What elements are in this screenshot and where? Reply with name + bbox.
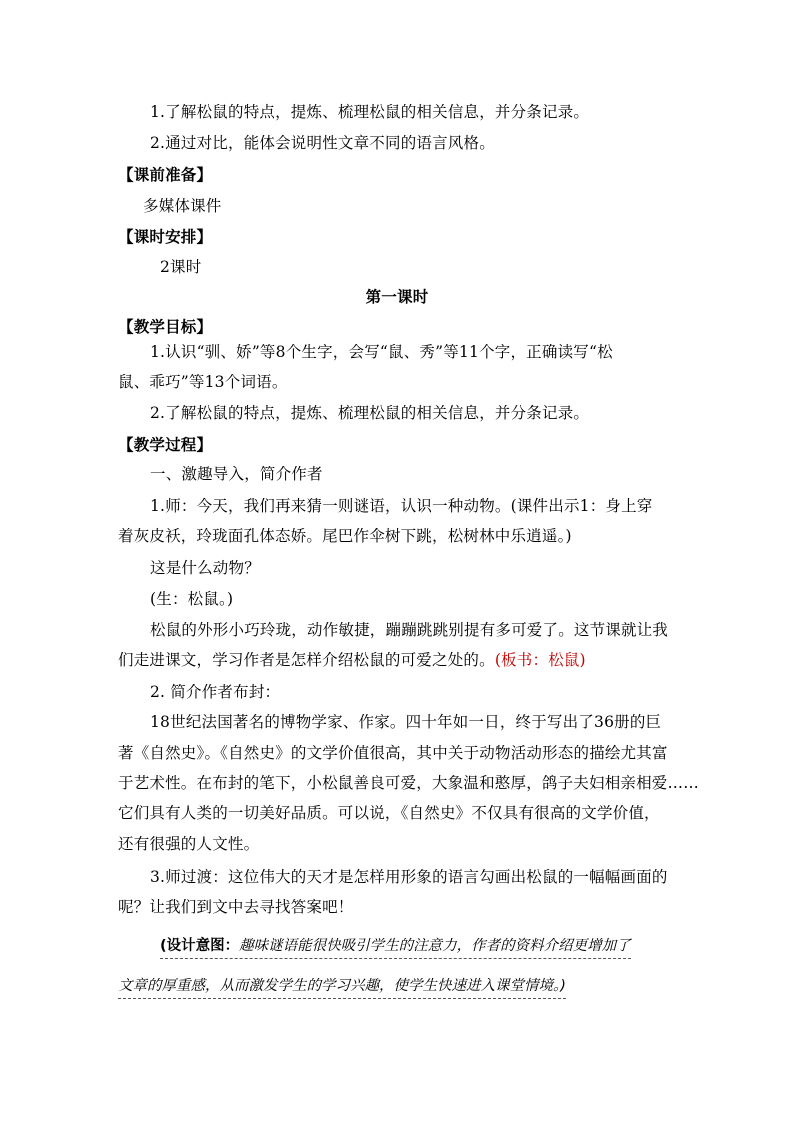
author-line-2: 著《自然史》。《自然史》的文学价值很高，其中关于动物活动形态的描绘尤其富 — [118, 744, 668, 762]
goal-1-line-2: 鼠、乖巧”等13个词语。 — [118, 373, 288, 391]
answer: (生：松鼠。) — [150, 590, 234, 608]
prep-text: 多媒体课件 — [143, 197, 222, 215]
lesson-title: 第一课时 — [365, 287, 429, 306]
goals-heading: 【教学目标】 — [118, 317, 213, 336]
objective-2: 2.通过对比，能体会说明性文章不同的语言风格。 — [150, 134, 495, 152]
process-heading: 【教学过程】 — [118, 435, 213, 454]
author-line-5: 还有很强的人文性。 — [118, 835, 260, 853]
author-line-1: 18世纪法国著名的博物学家、作家。四十年如一日，终于写出了36册的巨 — [150, 713, 662, 731]
schedule-text: 2课时 — [160, 258, 202, 276]
prep-heading: 【课前准备】 — [118, 165, 213, 184]
para-1-line-1: 1.师：今天，我们再来猜一则谜语，认识一种动物。(课件出示1：身上穿 — [150, 497, 653, 515]
transition-line-1: 3.师过渡：这位伟大的天才是怎样用形象的语言勾画出松鼠的一幅幅画面的 — [150, 868, 668, 886]
board-note: (板书：松鼠) — [494, 651, 586, 669]
question: 这是什么动物？ — [150, 559, 260, 577]
design-note-label: (设计意图： — [160, 938, 240, 954]
schedule-heading: 【课时安排】 — [118, 227, 213, 246]
author-heading: 2. 简介作者布封： — [150, 683, 281, 701]
para-2-line-1: 松鼠的外形小巧玲珑，动作敏捷，蹦蹦跳跳别提有多可爱了。这节课就让我 — [150, 621, 669, 639]
para-2-line-2: 们走进课文，学习作者是怎样介绍松鼠的可爱之处的。(板书：松鼠) — [118, 651, 586, 669]
transition-line-2: 呢？让我们到文中去寻找答案吧！ — [118, 898, 354, 916]
goal-1-line-1: 1.认识“驯、娇”等8个生字，会写“鼠、秀”等11个字，正确读写“松 — [150, 343, 613, 361]
author-line-3: 于艺术性。在布封的笔下，小松鼠善良可爱，大象温和憨厚，鸽子夫妇相亲相爱…… — [118, 774, 699, 792]
design-note-line-2: 文章的厚重感，从而激发学生的学习兴趣，使学生快速进入课堂情境。) — [118, 976, 566, 999]
goal-2: 2.了解松鼠的特点，提炼、梳理松鼠的相关信息，并分条记录。 — [150, 404, 590, 422]
section-1-title: 一、激趣导入，简介作者 — [150, 465, 323, 483]
author-line-4: 它们具有人类的一切美好品质。可以说，《自然史》不仅具有很高的文学价值， — [118, 804, 660, 822]
objective-1: 1.了解松鼠的特点，提炼、梳理松鼠的相关信息，并分条记录。 — [150, 103, 590, 121]
design-note-line-1: (设计意图：趣味谜语能很快吸引学生的注意力，作者的资料介绍更增加了 — [160, 936, 631, 959]
para-1-line-2: 着灰皮袄，玲珑面孔体态娇。尾巴作伞树下跳，松树林中乐逍遥。) — [118, 527, 572, 545]
